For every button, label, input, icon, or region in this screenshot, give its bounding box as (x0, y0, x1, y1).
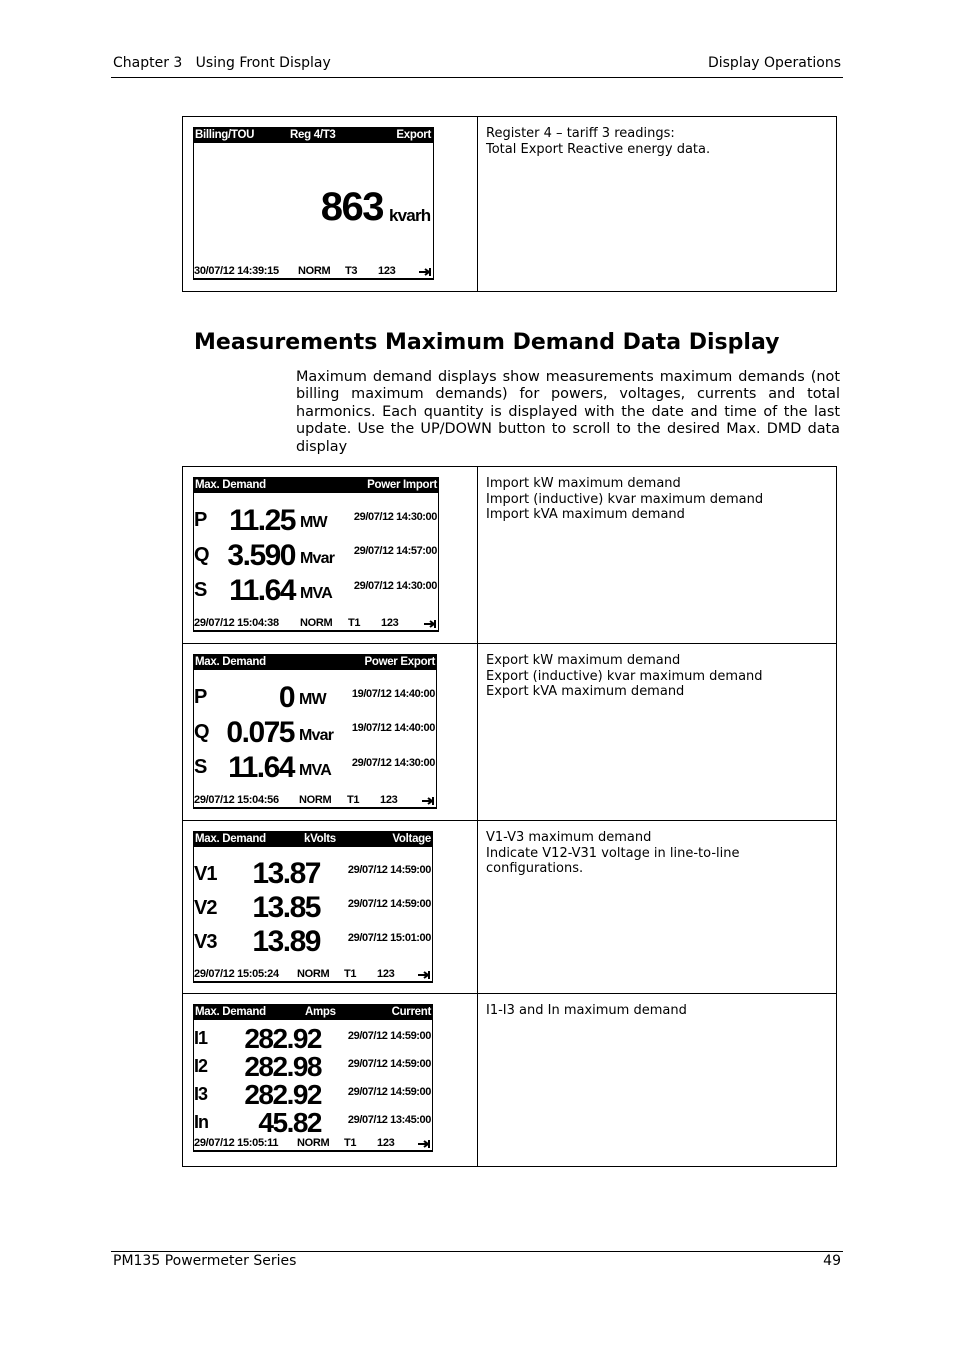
row-description (486, 476, 763, 523)
lcd-status-page: 123 (378, 265, 396, 277)
lcd-line-label: I3 (194, 1084, 208, 1104)
lcd-line-label: S (194, 579, 207, 601)
lcd-title-bar (194, 478, 438, 493)
lcd-line-unit: MVA (299, 762, 331, 779)
lcd-status-page: 123 (377, 1137, 395, 1149)
footer-product: PM135 Powermeter Series (113, 1253, 297, 1269)
lcd-line-label: Q (194, 721, 209, 743)
lcd-line-unit: MW (300, 514, 327, 531)
lcd-status-time: 29/07/12 15:04:38 (194, 617, 279, 629)
description-line: V1-V3 maximum demand (486, 830, 652, 845)
table-row (183, 820, 836, 993)
lcd-status-bar (194, 265, 433, 279)
scroll-arrow-icon (417, 970, 431, 980)
lcd-line-timestamp: 29/07/12 15:01:00 (347, 932, 431, 944)
lcd-line-timestamp: 29/07/12 14:59:00 (347, 1058, 431, 1070)
lcd-title-mid: Reg 4/T3 (290, 129, 336, 141)
lcd-title-left: Max. Demand (195, 656, 266, 668)
table-row (183, 467, 836, 643)
scroll-arrow-icon (418, 267, 432, 277)
lcd-title-left: Max. Demand (195, 833, 266, 845)
lcd-status-tariff: T1 (344, 1137, 357, 1149)
lcd-line-label: V2 (194, 897, 217, 919)
lcd-line-unit: Mvar (299, 727, 334, 744)
column-divider (477, 821, 478, 993)
lcd-line-timestamp: 29/07/12 14:30:00 (351, 757, 435, 769)
lcd-status-bar (194, 1137, 432, 1151)
lcd-line-timestamp: 19/07/12 14:40:00 (351, 688, 435, 700)
section-heading: Measurements Maximum Demand Data Display (194, 330, 780, 355)
lcd-title-bar (194, 128, 433, 143)
lcd-title-bar (194, 832, 432, 847)
lcd-title-right: Power Import (367, 479, 437, 491)
lcd-line-timestamp: 29/07/12 14:59:00 (347, 1030, 431, 1042)
lcd-title-right: Voltage (392, 833, 431, 845)
lcd-status-bar (194, 968, 432, 982)
lcd-line-timestamp: 29/07/12 13:45:00 (347, 1114, 431, 1126)
lcd-status-tariff: T1 (348, 617, 361, 629)
description-line: Total Export Reactive energy data. (486, 141, 711, 157)
lcd-title-bar (194, 655, 436, 670)
lcd-line-value: 282.92 (244, 1023, 321, 1054)
scroll-arrow-icon (423, 619, 437, 629)
page-number: 49 (823, 1253, 841, 1269)
max-demand-table (182, 466, 837, 1167)
description-line: Import (inductive) kvar maximum demand (486, 491, 764, 507)
description-line: Import kW maximum demand (486, 476, 681, 491)
lcd-line-timestamp: 29/07/12 14:59:00 (347, 864, 431, 876)
lcd-status-time: 29/07/12 15:04:56 (194, 794, 279, 806)
lcd-line-label: P (194, 686, 207, 708)
lcd-status-page: 123 (377, 968, 395, 980)
lcd-title-right: Power Export (364, 656, 435, 668)
lcd-line-value: 0 (278, 681, 294, 714)
description-line: Export kVA maximum demand (486, 684, 685, 699)
lcd-status-bar (194, 617, 438, 631)
column-divider (477, 117, 478, 291)
lcd-status-tariff: T3 (345, 265, 358, 277)
lcd-line-timestamp: 19/07/12 14:40:00 (351, 722, 435, 734)
header-rule (111, 77, 843, 78)
header-section: Display Operations (707, 55, 841, 71)
lcd-line-value: 282.98 (244, 1051, 321, 1082)
lcd-line-value: 11.64 (228, 751, 294, 784)
lcd-line-label: I2 (194, 1056, 208, 1076)
lcd-line-value: 13.89 (252, 925, 320, 958)
lcd-title-mid: Amps (305, 1006, 336, 1018)
scroll-arrow-icon (417, 1139, 431, 1149)
billing-description (486, 126, 710, 157)
lcd-status-time: 29/07/12 15:05:24 (194, 968, 279, 980)
voltage-lcd-screen (193, 831, 433, 983)
lcd-line-unit: Mvar (300, 550, 335, 567)
description-line: Indicate V12-V31 voltage in line-to-line (486, 845, 740, 861)
lcd-status-mode: NORM (298, 265, 331, 277)
table-row (183, 993, 836, 1166)
column-divider (477, 994, 478, 1166)
section-body: Maximum demand displays show measurements maximum demands (not billing maximum demands) for powers, voltages, currents and total harmonics. Each quantity is displayed with the date and time of the last update. Use the UP/DOWN button to scroll to the desired Max. DMD data display (296, 369, 840, 455)
billing-row (183, 117, 836, 291)
power-import-lcd-screen (193, 477, 439, 632)
column-divider (477, 644, 478, 820)
row-description (486, 830, 740, 877)
lcd-line-value: 282.92 (244, 1079, 321, 1110)
billing-table (182, 116, 837, 292)
lcd-line-value: 11.64 (229, 574, 295, 607)
lcd-line-unit: MVA (300, 585, 332, 602)
lcd-status-mode: NORM (300, 617, 333, 629)
lcd-line-timestamp: 29/07/12 14:30:00 (353, 580, 437, 592)
lcd-line-unit: MW (299, 691, 326, 708)
lcd-status-tariff: T1 (344, 968, 357, 980)
lcd-line-value: 13.85 (252, 891, 320, 924)
lcd-line-label: In (194, 1112, 208, 1132)
lcd-line-value: 13.87 (252, 857, 320, 890)
lcd-title-right: Current (391, 1006, 431, 1018)
lcd-status-page: 123 (381, 617, 399, 629)
lcd-line-label: V3 (194, 931, 217, 953)
lcd-line-value: 11.25 (229, 504, 295, 537)
power-export-lcd-screen (193, 654, 437, 809)
lcd-title-bar (194, 1005, 432, 1020)
table-row (183, 643, 836, 820)
lcd-line-label: I1 (194, 1028, 208, 1048)
column-divider (477, 467, 478, 643)
lcd-status-mode: NORM (297, 968, 330, 980)
footer-rule (111, 1251, 843, 1252)
description-line: Import kVA maximum demand (486, 507, 685, 522)
scroll-arrow-icon (421, 796, 435, 806)
lcd-status-tariff: T1 (347, 794, 360, 806)
description-line: I1-I3 and In maximum demand (486, 1003, 687, 1018)
lcd-title-left: Billing/TOU (195, 129, 255, 141)
lcd-title-right: Export (396, 129, 431, 141)
lcd-line-label: V1 (194, 863, 217, 885)
lcd-line-timestamp: 29/07/12 14:57:00 (353, 545, 437, 557)
description-line: configurations. (486, 861, 584, 876)
billing-lcd-screen (193, 127, 434, 280)
header-chapter: Chapter 3 Using Front Display (113, 55, 331, 71)
lcd-status-mode: NORM (299, 794, 332, 806)
lcd-line-value: 3.590 (227, 539, 295, 572)
lcd-title-mid: kVolts (304, 833, 336, 845)
lcd-title-left: Max. Demand (195, 1006, 266, 1018)
lcd-value: 863 (320, 185, 383, 229)
lcd-status-time: 30/07/12 14:39:15 (194, 265, 279, 277)
lcd-unit: kvarh (389, 206, 431, 225)
lcd-status-bar (194, 794, 436, 808)
lcd-status-mode: NORM (297, 1137, 330, 1149)
lcd-status-time: 29/07/12 15:05:11 (194, 1137, 279, 1149)
current-lcd-screen (193, 1004, 433, 1152)
lcd-line-label: Q (194, 544, 209, 566)
row-description (486, 653, 763, 700)
description-line: Export (inductive) kvar maximum demand (486, 668, 763, 684)
lcd-line-value: 45.82 (258, 1107, 321, 1138)
description-line: Register 4 – tariff 3 readings: (486, 126, 675, 141)
lcd-line-timestamp: 29/07/12 14:59:00 (347, 898, 431, 910)
lcd-line-value: 0.075 (226, 716, 294, 749)
lcd-line-label: P (194, 509, 207, 531)
row-description (486, 1003, 687, 1019)
lcd-status-page: 123 (380, 794, 398, 806)
lcd-line-label: S (194, 756, 207, 778)
lcd-line-timestamp: 29/07/12 14:30:00 (353, 511, 437, 523)
description-line: Export kW maximum demand (486, 653, 681, 668)
lcd-title-left: Max. Demand (195, 479, 266, 491)
lcd-line-timestamp: 29/07/12 14:59:00 (347, 1086, 431, 1098)
